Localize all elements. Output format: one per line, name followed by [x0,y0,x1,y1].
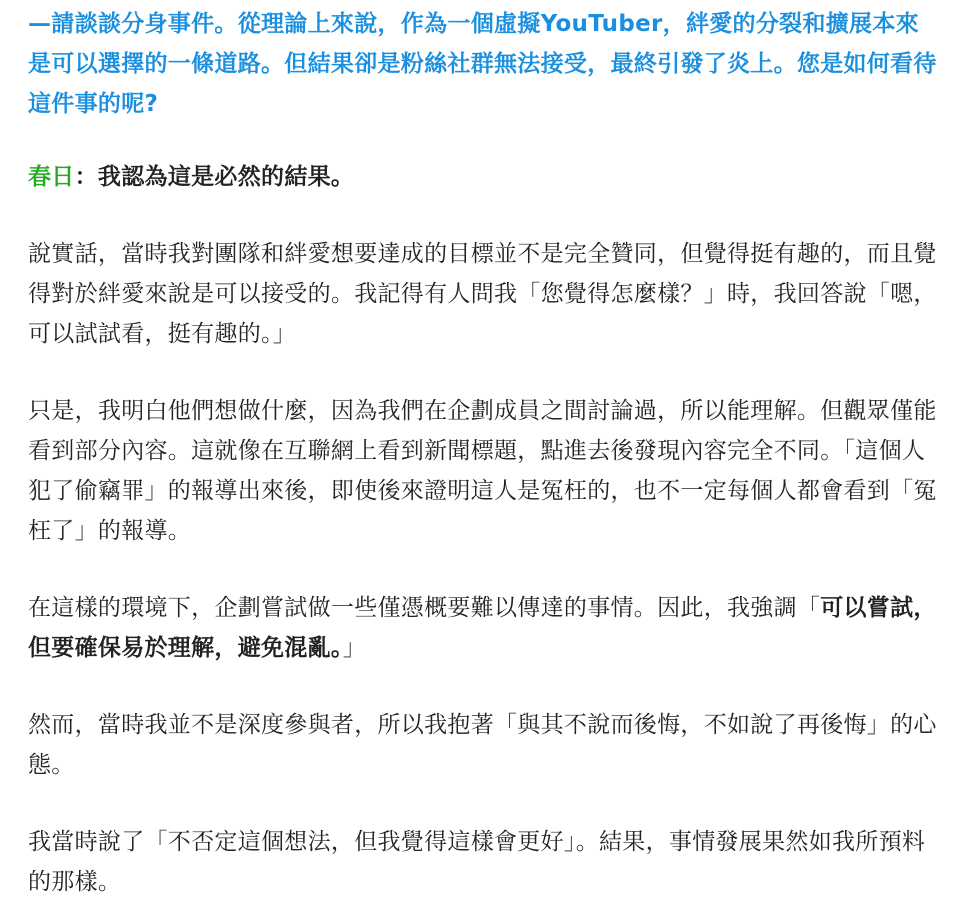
spacer [28,124,938,157]
spacer [28,197,938,234]
speaker-separator: ： [74,164,98,190]
answer-paragraph-4: 然而，當時我並不是深度參與者，所以我抱著「與其不說而後悔，不如說了再後悔」的心態。 [28,712,937,778]
spacer [28,551,938,588]
answer-paragraph-1: 說實話，當時我對團隊和絆愛想要達成的目標並不是完全贊同，但覺得挺有趣的，而且覺得對於絆愛來說是可以接受的。我記得有人問我「您覺得怎麼樣？」時，我回答說「嗯，可以試試看，挺有趣的。」 [28,241,937,347]
answer-intro-text: 我認為這是必然的結果。 [97,164,355,190]
interview-question: —請談談分身事件。從理論上來說，作為一個虛擬YouTuber，絆愛的分裂和擴展本來是可以選擇的一條道路。但結果卻是粉絲社群無法接受，最終引發了炎上。您是如何看待這件事的呢? [28,11,937,117]
answer-intro [28,157,938,197]
paragraph-3-emphasis: 可以嘗試，但要確保易於理解，避免混亂。 [28,595,937,661]
paragraph-3-start: 在這樣的環境下，企劃嘗試做一些僅憑概要難以傳達的事情。因此，我強調「 [28,595,821,621]
article-body [28,0,938,902]
speaker-name: 春日 [28,164,75,190]
answer-paragraph-5: 我當時說了「不否定這個想法，但我覺得這樣會更好」。結果，事情發展果然如我所預料的那樣。 [28,829,926,895]
answer-paragraph-3 [28,588,938,668]
answer-paragraph-2: 只是，我明白他們想做什麼，因為我們在企劃成員之間討論過，所以能理解。但觀眾僅能看到部分內容。這就像在互聯網上看到新聞標題，點進去後發現內容完全不同。「這個人犯了偷竊罪」的報導出來後，即使後來證明這人是冤枉的，也不一定每個人都會看到「冤枉了」的報導。 [28,398,937,544]
spacer [28,668,938,705]
spacer [28,785,938,822]
paragraph-3-end: 」 [342,635,367,661]
spacer [28,354,938,391]
